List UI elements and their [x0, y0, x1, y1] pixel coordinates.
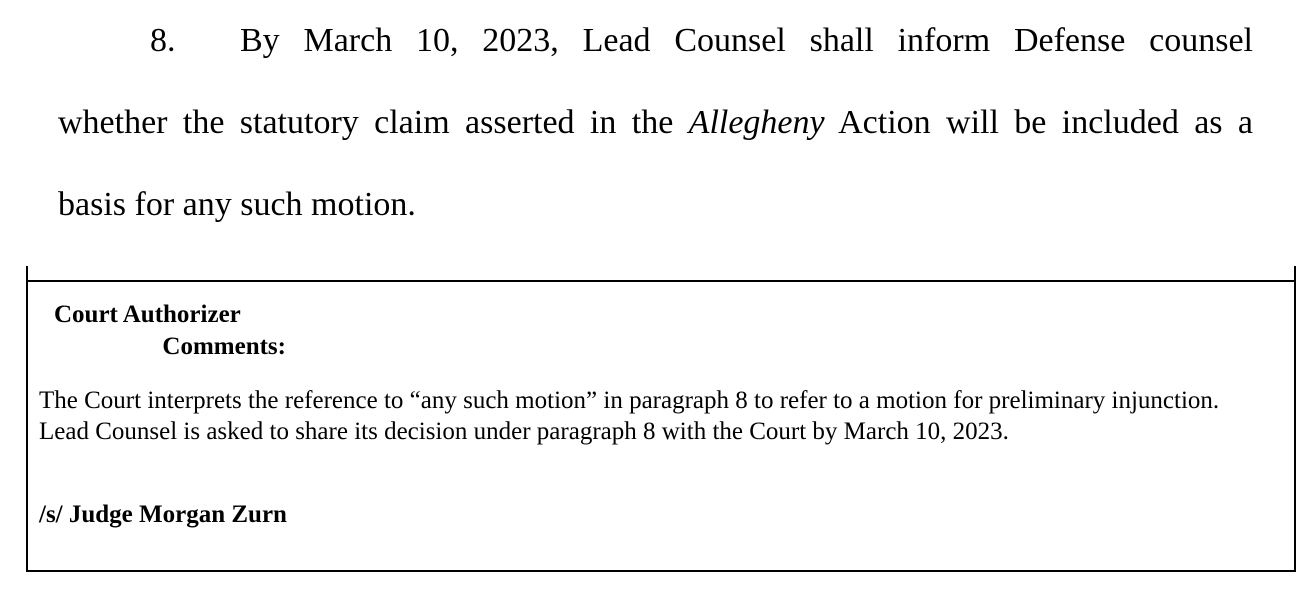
- paragraph-line-3-text: basis for any such motion.: [58, 186, 416, 223]
- paragraph-line-1-text: By March 10, 2023, Lead Counsel shall inform Defense counsel: [240, 22, 1253, 59]
- judge-signature: /s/ Judge Morgan Zurn: [39, 501, 287, 528]
- paragraph-number: 8.: [150, 22, 176, 59]
- comment-heading-line-1: Court Authorizer: [54, 301, 241, 328]
- case-name-italic: Allegheny: [688, 104, 825, 141]
- paragraph-8: [58, 0, 1253, 246]
- comment-heading: [54, 299, 286, 363]
- paragraph-line-2-after: Action will be included as a: [838, 104, 1253, 141]
- court-comment-box: [26, 266, 1296, 572]
- comment-box-top-rule: [28, 280, 1296, 282]
- paragraph-line-1: [58, 0, 1253, 82]
- paragraph-line-2: [58, 82, 1253, 164]
- paragraph-line-3: [58, 164, 1253, 246]
- comment-body: The Court interprets the reference to “any such motion” in paragraph 8 to refer to a motion for preliminary injunction. Lead Counsel is asked to share its decision under paragraph 8 with the Court by March 10, 2023.: [39, 387, 1220, 445]
- comment-heading-line-2: Comments:: [162, 333, 286, 360]
- paragraph-line-2-before: whether the statutory claim asserted in the: [58, 104, 674, 141]
